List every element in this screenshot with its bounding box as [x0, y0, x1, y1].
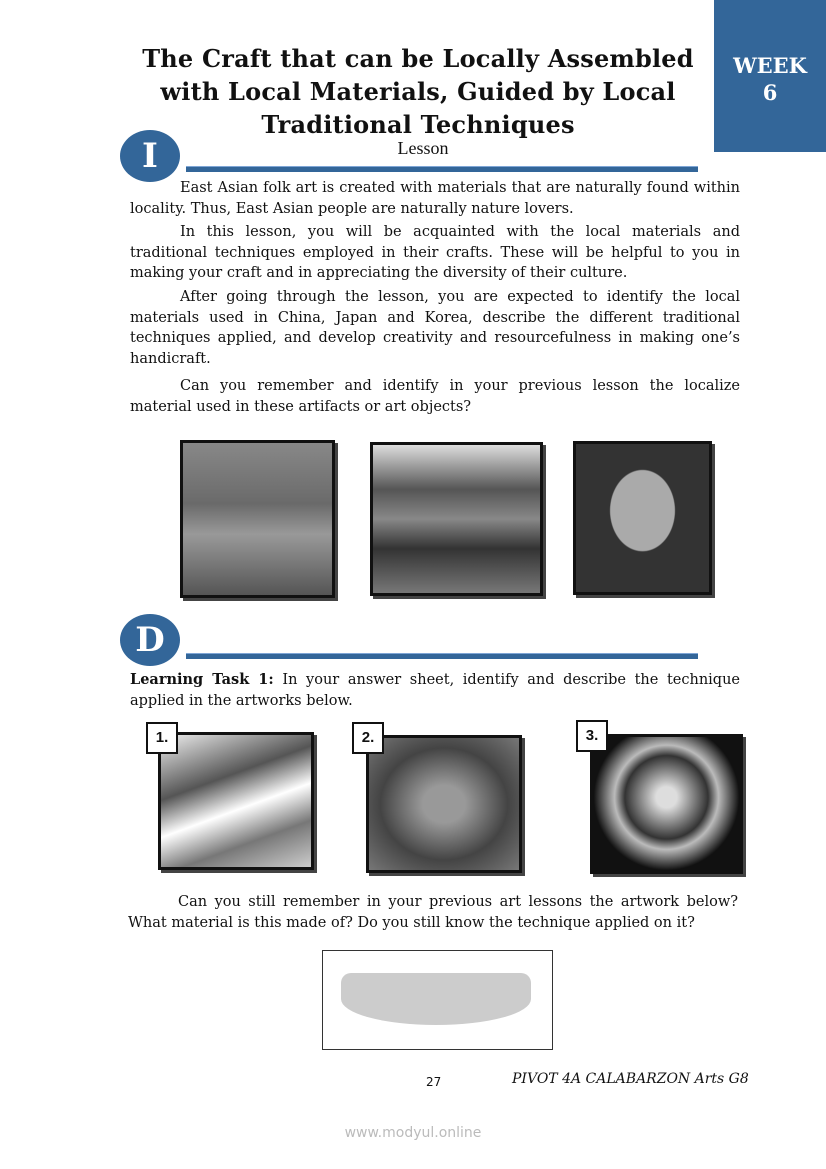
- bowl-image-frame: [322, 950, 553, 1050]
- lesson-label: Lesson: [397, 138, 449, 158]
- artwork-1-label: 1.: [146, 722, 178, 754]
- artwork-1-image: [158, 732, 314, 870]
- week-badge: [714, 0, 826, 152]
- section-i-badge: I: [120, 130, 180, 182]
- section-divider: [186, 166, 698, 172]
- paragraph-3: After going through the lesson, you are expected to identify the local materials used in China, Japan and Korea, describe the different traditional techniques applied, and develop creativity and resourcefulness in making one’s handicraft.: [130, 289, 740, 367]
- series-footer: PIVOT 4A CALABARZON Arts G8: [512, 1071, 749, 1087]
- learning-task: [130, 670, 740, 711]
- artwork-2-label: 2.: [352, 722, 384, 754]
- task-label: Learning Task 1:: [130, 671, 274, 688]
- bowl-image: [341, 973, 531, 1025]
- section-divider: [186, 653, 698, 659]
- paragraph-4: Can you remember and identify in your previous lesson the localize material used in these artifacts or art objects?: [130, 378, 740, 415]
- page-title: The Craft that can be Locally Assembled with Local Materials, Guided by Local Traditional Techniques: [142, 44, 694, 139]
- artifact-image-temple: [370, 442, 543, 596]
- artifact-image-mask: [573, 441, 712, 595]
- watermark: www.modyul.online: [344, 1125, 482, 1141]
- artifact-image-painting: [180, 440, 335, 598]
- artwork-3-label: 3.: [576, 720, 608, 752]
- section-d-badge: D: [120, 614, 180, 666]
- artwork-3-image: [590, 734, 743, 874]
- week-label: WEEK: [733, 53, 807, 78]
- week-number: 6: [762, 80, 778, 105]
- question-paragraph: Can you still remember in your previous art lessons the artwork below? What material is this made of? Do you still know the technique applied on it?: [128, 894, 738, 931]
- page-number: 27: [426, 1075, 442, 1089]
- artwork-2-image: [366, 735, 522, 873]
- paragraph-1: East Asian folk art is created with materials that are naturally found within locality. Thus, East Asian people are naturally nature lovers.: [130, 180, 740, 217]
- paragraph-2: In this lesson, you will be acquainted with the local materials and traditional techniques employed in their crafts. These will be helpful to you in making your craft and in appreciating the diversity of their culture.: [130, 224, 740, 282]
- task-text: In your answer sheet, identify and describe the technique applied in the artworks below.: [130, 672, 741, 709]
